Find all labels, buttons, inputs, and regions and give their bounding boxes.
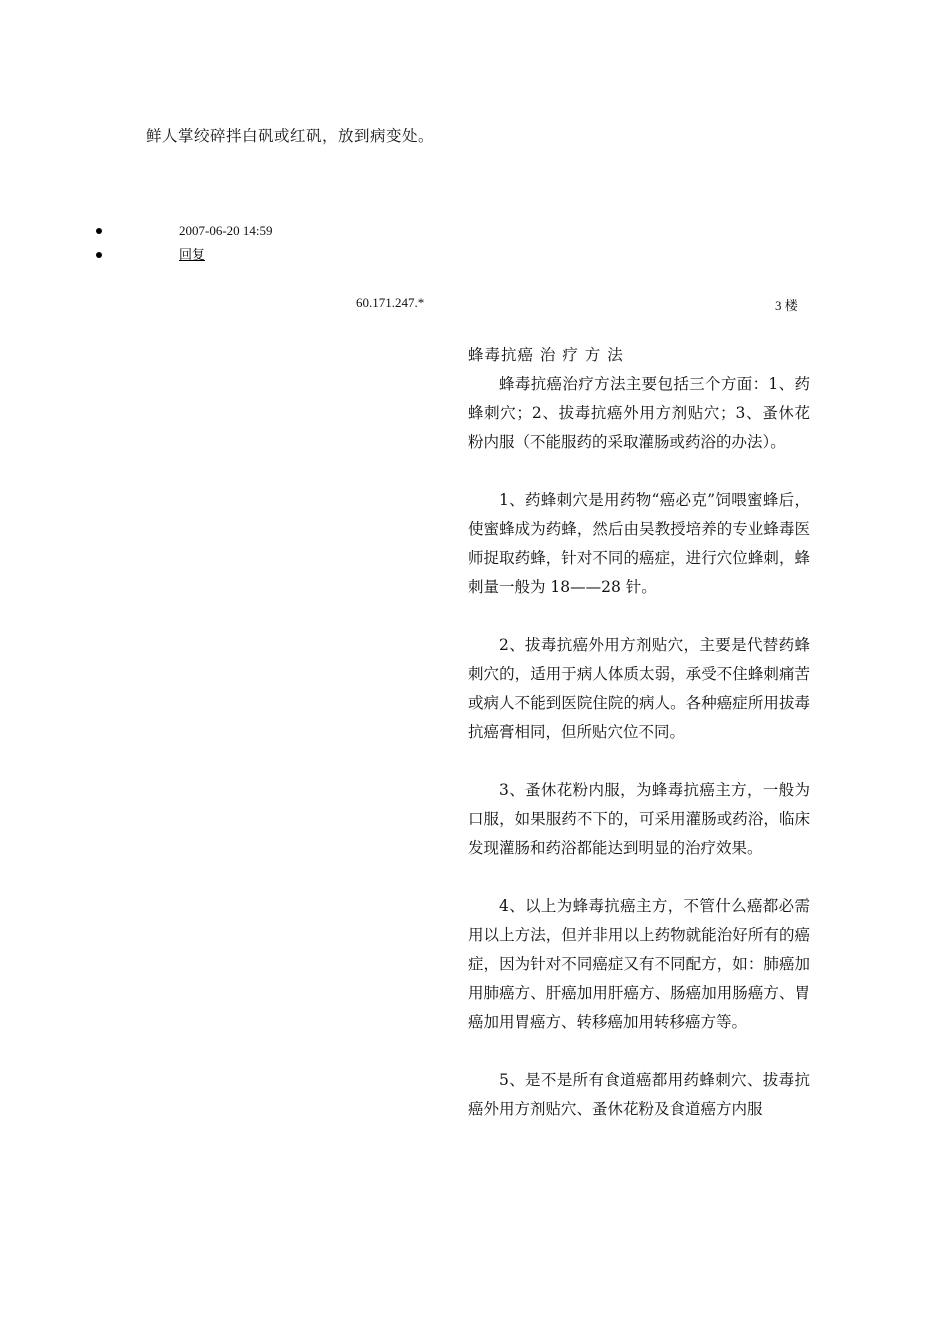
post-timestamp: 2007-06-20 14:59 [179,223,273,238]
paragraph-intro: 蜂毒抗癌治疗方法主要包括三个方面：1、药蜂刺穴；2、拔毒抗癌外用方剂贴穴；3、蚤休花粉内服（不能服药的采取灌肠或药浴的办法）。 [468,375,810,451]
paragraph-2: 2、拔毒抗癌外用方剂贴穴，主要是代替药蜂刺穴的，适用于病人体质太弱，承受不住蜂刺痛苦或病人不能到医院住院的病人。各种癌症所用拔毒抗癌膏相同，但所贴穴位不同。 [468,636,810,741]
article-title: 蜂毒抗癌 治 疗 方 法 [468,346,624,364]
bullet-icon [96,228,102,234]
paragraph-1: 1、药蜂刺穴是用药物“癌必克”饲喂蜜蜂后，使蜜蜂成为药蜂，然后由吴教授培养的专业蜂毒医师捉取药蜂，针对不同的癌症，进行穴位蜂刺，蜂刺量一般为 18——28 针。 [468,491,810,596]
intro-text: 鲜人掌绞碎拌白矾或红矾，放到病变处。 [146,127,435,145]
paragraph-4: 4、以上为蜂毒抗癌主方，不管什么癌都必需用以上方法，但并非用以上药物就能治好所有的癌症，因为针对不同癌症又有不同配方，如：肺癌加用肺癌方、肝癌加用肝癌方、肠癌加用肠癌方、胃癌加用胃癌方、转移癌加用转移癌方等。 [468,897,810,1031]
reply-link[interactable]: 回复 [179,247,206,262]
paragraph-5: 5、是不是所有食道癌都用药蜂刺穴、拔毒抗癌外用方剂贴穴、蚤休花粉及食道癌方内服 [468,1071,810,1118]
floor-number: 3 楼 [775,298,798,313]
article-body [468,341,810,1124]
bullet-icon [96,252,102,258]
paragraph-3: 3、蚤休花粉内服，为蜂毒抗癌主方，一般为口服，如果服药不下的，可采用灌肠或药浴，临床发现灌肠和药浴都能达到明显的治疗效果。 [468,781,810,857]
poster-ip: 60.171.247.* [356,295,425,310]
